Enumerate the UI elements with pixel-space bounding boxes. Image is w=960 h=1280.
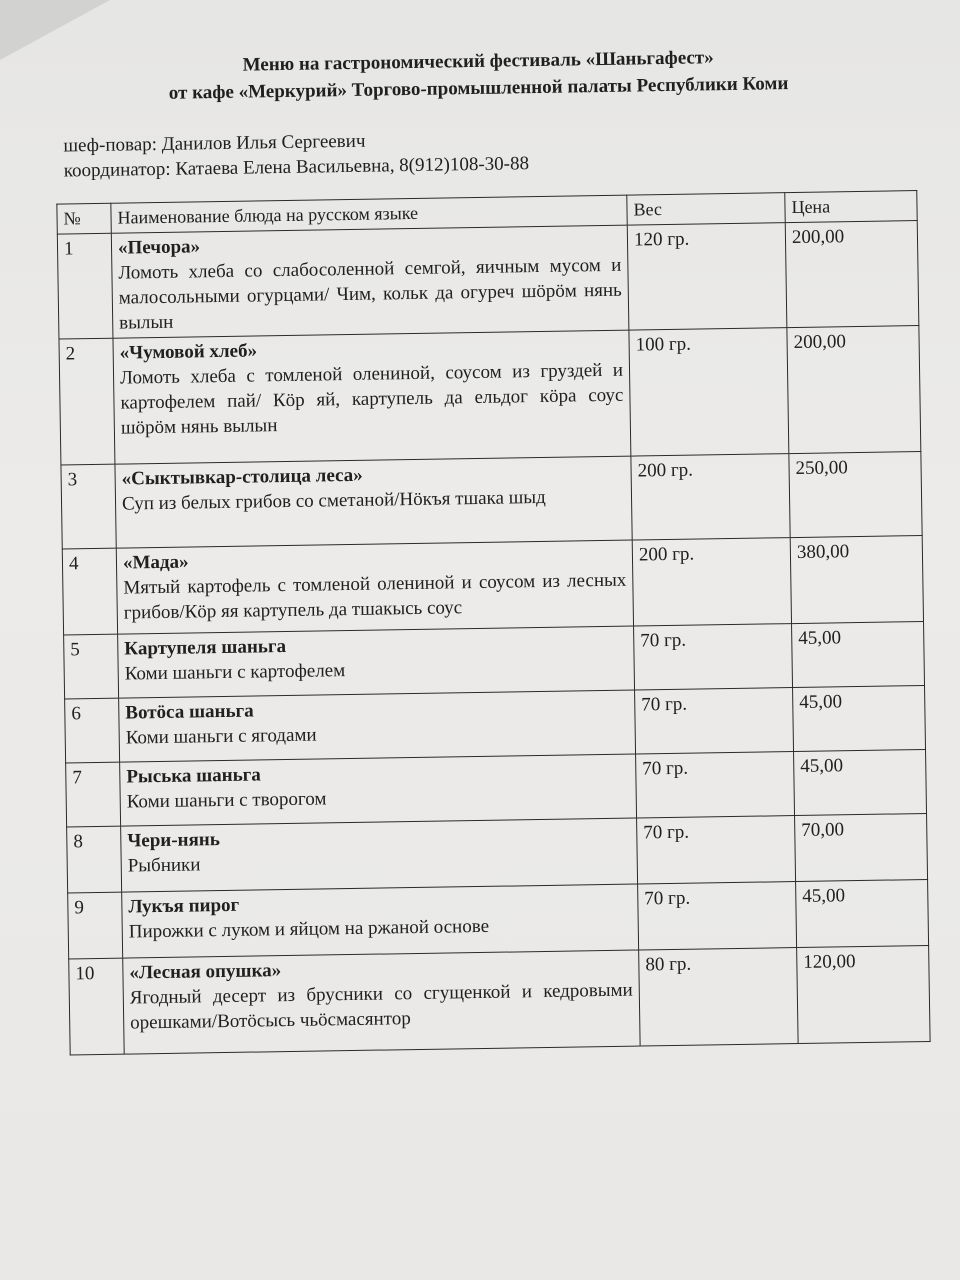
dish-description: Ломоть хлеба со слабосоленной семгой, яичным мусом и малосольными огурцами/ Чим, кольк да огуреч шӧрӧм нянь вылын	[118, 254, 622, 334]
dish-price: 45,00	[792, 622, 925, 688]
dish-price: 200,00	[785, 221, 919, 328]
dish-price: 45,00	[793, 685, 926, 751]
dish-description: Рыбники	[127, 854, 201, 877]
dish-cell	[118, 626, 635, 698]
folded-page-corner	[0, 0, 110, 60]
row-num: 5	[64, 634, 119, 699]
dish-price: 45,00	[794, 749, 927, 815]
dish-description: Ломоть хлеба с томленой олениной, соусом из груздей и картофелем пай/ Кӧр яй, картупель да ельдог кӧра соус шӧрӧм нянь вылын	[119, 359, 624, 439]
dish-weight: 200 гр.	[632, 538, 791, 626]
table-row	[62, 536, 923, 635]
dish-weight: 70 гр.	[635, 688, 794, 754]
chef-line: шеф-повар: Данилов Илья Сергеевич	[63, 130, 366, 157]
dish-description: Суп из белых грибов со сметаной/Нӧкъя тшака шыд	[121, 486, 546, 515]
row-num: 9	[68, 892, 123, 959]
title-line-2: от кафе «Меркурий» Торгово-промышленной палаты Республики Коми	[168, 73, 789, 104]
dish-description: Коми шаньги с ягодами	[125, 724, 317, 749]
dish-title: Чери-нянь	[127, 829, 220, 852]
header-price: Цена	[785, 191, 917, 223]
header-num: №	[57, 203, 111, 234]
dish-price: 250,00	[789, 452, 922, 538]
dish-cell	[122, 884, 639, 958]
dish-title: «Лесная опушка»	[129, 960, 282, 984]
dish-description: Пирожки с луком и яйцом на ржаной основе	[128, 915, 490, 943]
row-num: 10	[69, 958, 125, 1055]
dish-price: 120,00	[797, 945, 930, 1043]
dish-description: Мятый картофель с томленой олениной и соусом из лесных грибов/Кӧр яя картупель да тшакысь соус	[123, 569, 627, 624]
row-num: 6	[65, 698, 120, 763]
dish-cell	[116, 540, 633, 634]
table-row	[69, 945, 930, 1054]
dish-title: «Чумовой хлеб»	[119, 340, 258, 364]
dish-weight: 70 гр.	[634, 624, 793, 690]
dish-title: Картупеля шаньга	[124, 636, 287, 660]
table-row	[59, 326, 921, 465]
row-num: 8	[67, 826, 122, 893]
row-num: 7	[66, 762, 121, 827]
row-num: 3	[61, 464, 116, 549]
dish-weight: 70 гр.	[636, 752, 795, 818]
dish-description: Коми шаньги с картофелем	[124, 660, 346, 685]
dish-title: «Мада»	[122, 551, 189, 574]
dish-price: 70,00	[795, 813, 928, 881]
dish-weight: 70 гр.	[637, 816, 796, 884]
dish-price: 380,00	[790, 536, 923, 624]
dish-title: Рыська шаньга	[126, 764, 262, 788]
header-weight: Вес	[627, 193, 785, 225]
dish-cell	[120, 754, 637, 826]
menu-table	[56, 190, 930, 1055]
table-row	[61, 452, 922, 549]
dish-weight: 120 гр.	[627, 223, 787, 330]
dish-price: 45,00	[796, 879, 929, 947]
dish-weight: 100 гр.	[629, 328, 789, 456]
coordinator-line: координатор: Катаева Елена Васильевна, 8(912)108-30-88	[63, 153, 530, 182]
dish-title: Лукъя пирог	[128, 894, 240, 918]
dish-cell	[123, 950, 640, 1054]
dish-cell	[115, 456, 632, 548]
row-num: 1	[57, 233, 113, 339]
dish-weight: 200 гр.	[631, 454, 790, 540]
table-row	[57, 221, 919, 339]
title-line-1: Меню на гастрономический фестиваль «Шаньгафест»	[242, 47, 714, 76]
dish-weight: 80 гр.	[639, 948, 798, 1046]
dish-cell	[111, 225, 629, 338]
dish-description: Коми шаньги с творогом	[126, 788, 327, 813]
dish-title: Вотӧса шаньга	[125, 700, 254, 724]
dish-price: 200,00	[787, 326, 921, 454]
dish-weight: 70 гр.	[638, 882, 797, 950]
row-num: 4	[62, 548, 117, 635]
dish-cell	[113, 330, 631, 464]
dish-cell	[119, 690, 636, 762]
row-num: 2	[59, 338, 115, 465]
document-title	[28, 41, 929, 109]
dish-description: Ягодный десерт из брусники со сгущенкой и кедровыми орешками/Вотӧсысь чьӧсмасянтор	[129, 979, 633, 1034]
staff-info	[63, 120, 930, 184]
dish-title: «Печора»	[117, 236, 201, 259]
dish-cell	[121, 818, 638, 892]
header-name: Наименование блюда на русском языке	[111, 195, 627, 233]
menu-document	[28, 41, 944, 1056]
dish-title: «Сыктывкар-столица леса»	[121, 464, 363, 490]
